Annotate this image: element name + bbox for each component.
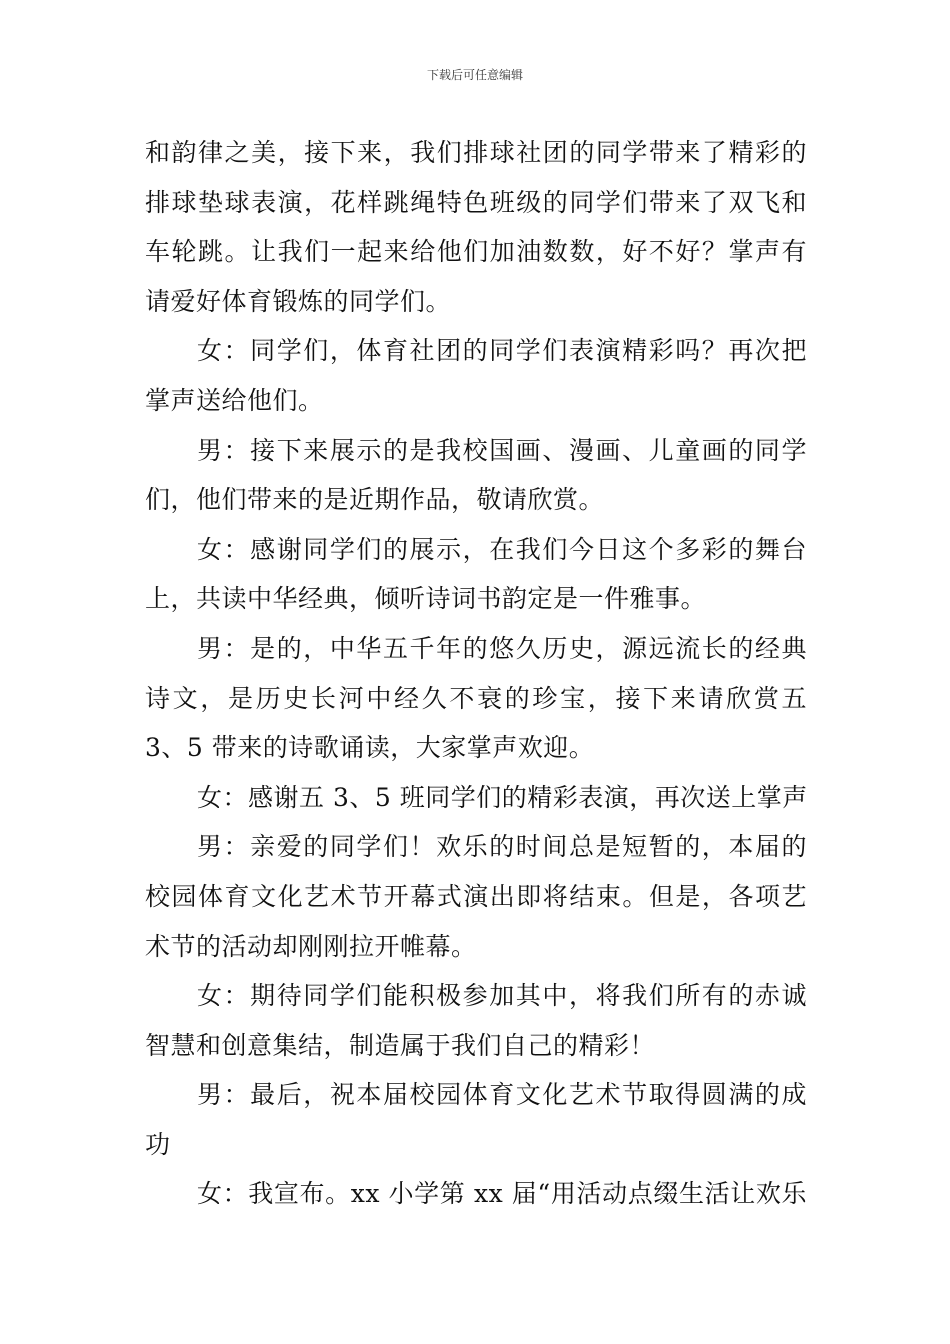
text-line: 们，他们带来的是近期作品，敬请欣赏。 bbox=[145, 485, 605, 515]
text-line: 上，共读中华经典，倾听诗词书韵定是一件雅事。 bbox=[145, 584, 707, 614]
text-line: 排球垫球表演，花样跳绳特色班级的同学们带来了双飞和 bbox=[145, 187, 807, 217]
document-body bbox=[145, 128, 807, 1219]
text-line: 诗文，是历史长河中经久不衰的珍宝，接下来请欣赏五 bbox=[145, 683, 807, 713]
text-line: 功 bbox=[145, 1129, 171, 1159]
text-line: 男：最后，祝本届校园体育文化艺术节取得圆满的成 bbox=[197, 1080, 807, 1110]
text-line: 男：是的，中华五千年的悠久历史，源远流长的经典 bbox=[197, 633, 807, 663]
text-line: 3、5 带来的诗歌诵读，大家掌声欢迎。 bbox=[145, 733, 595, 763]
page-header: 下载后可任意编辑 bbox=[426, 68, 523, 82]
text-line: 女：同学们，体育社团的同学们表演精彩吗？再次把 bbox=[197, 336, 807, 366]
text-line: 车轮跳。让我们一起来给他们加油数数，好不好？掌声有 bbox=[145, 237, 807, 267]
text-line: 智慧和创意集结，制造属于我们自己的精彩！ bbox=[145, 1030, 656, 1060]
text-line: 掌声送给他们。 bbox=[145, 385, 324, 415]
text-line: 女：我宣布。xx 小学第 xx 届“用活动点缀生活让欢乐 bbox=[197, 1179, 807, 1209]
text-line: 男：接下来展示的是我校国画、漫画、儿童画的同学 bbox=[197, 435, 807, 465]
text-line: 术节的活动却刚刚拉开帷幕。 bbox=[145, 931, 477, 961]
text-line: 和韵律之美，接下来，我们排球社团的同学带来了精彩的 bbox=[145, 138, 807, 167]
text-line: 女：感谢同学们的展示，在我们今日这个多彩的舞台 bbox=[197, 534, 807, 564]
text-line: 女：感谢五 3、5 班同学们的精彩表演，再次送上掌声 bbox=[197, 782, 808, 812]
text-line: 男：亲爱的同学们！欢乐的时间总是短暂的，本届的 bbox=[197, 832, 807, 862]
text-line: 女：期待同学们能积极参加其中，将我们所有的赤诚 bbox=[197, 981, 807, 1011]
text-line: 校园体育文化艺术节开幕式演出即将结束。但是，各项艺 bbox=[145, 881, 807, 911]
text-line: 请爱好体育锻炼的同学们。 bbox=[145, 286, 452, 316]
